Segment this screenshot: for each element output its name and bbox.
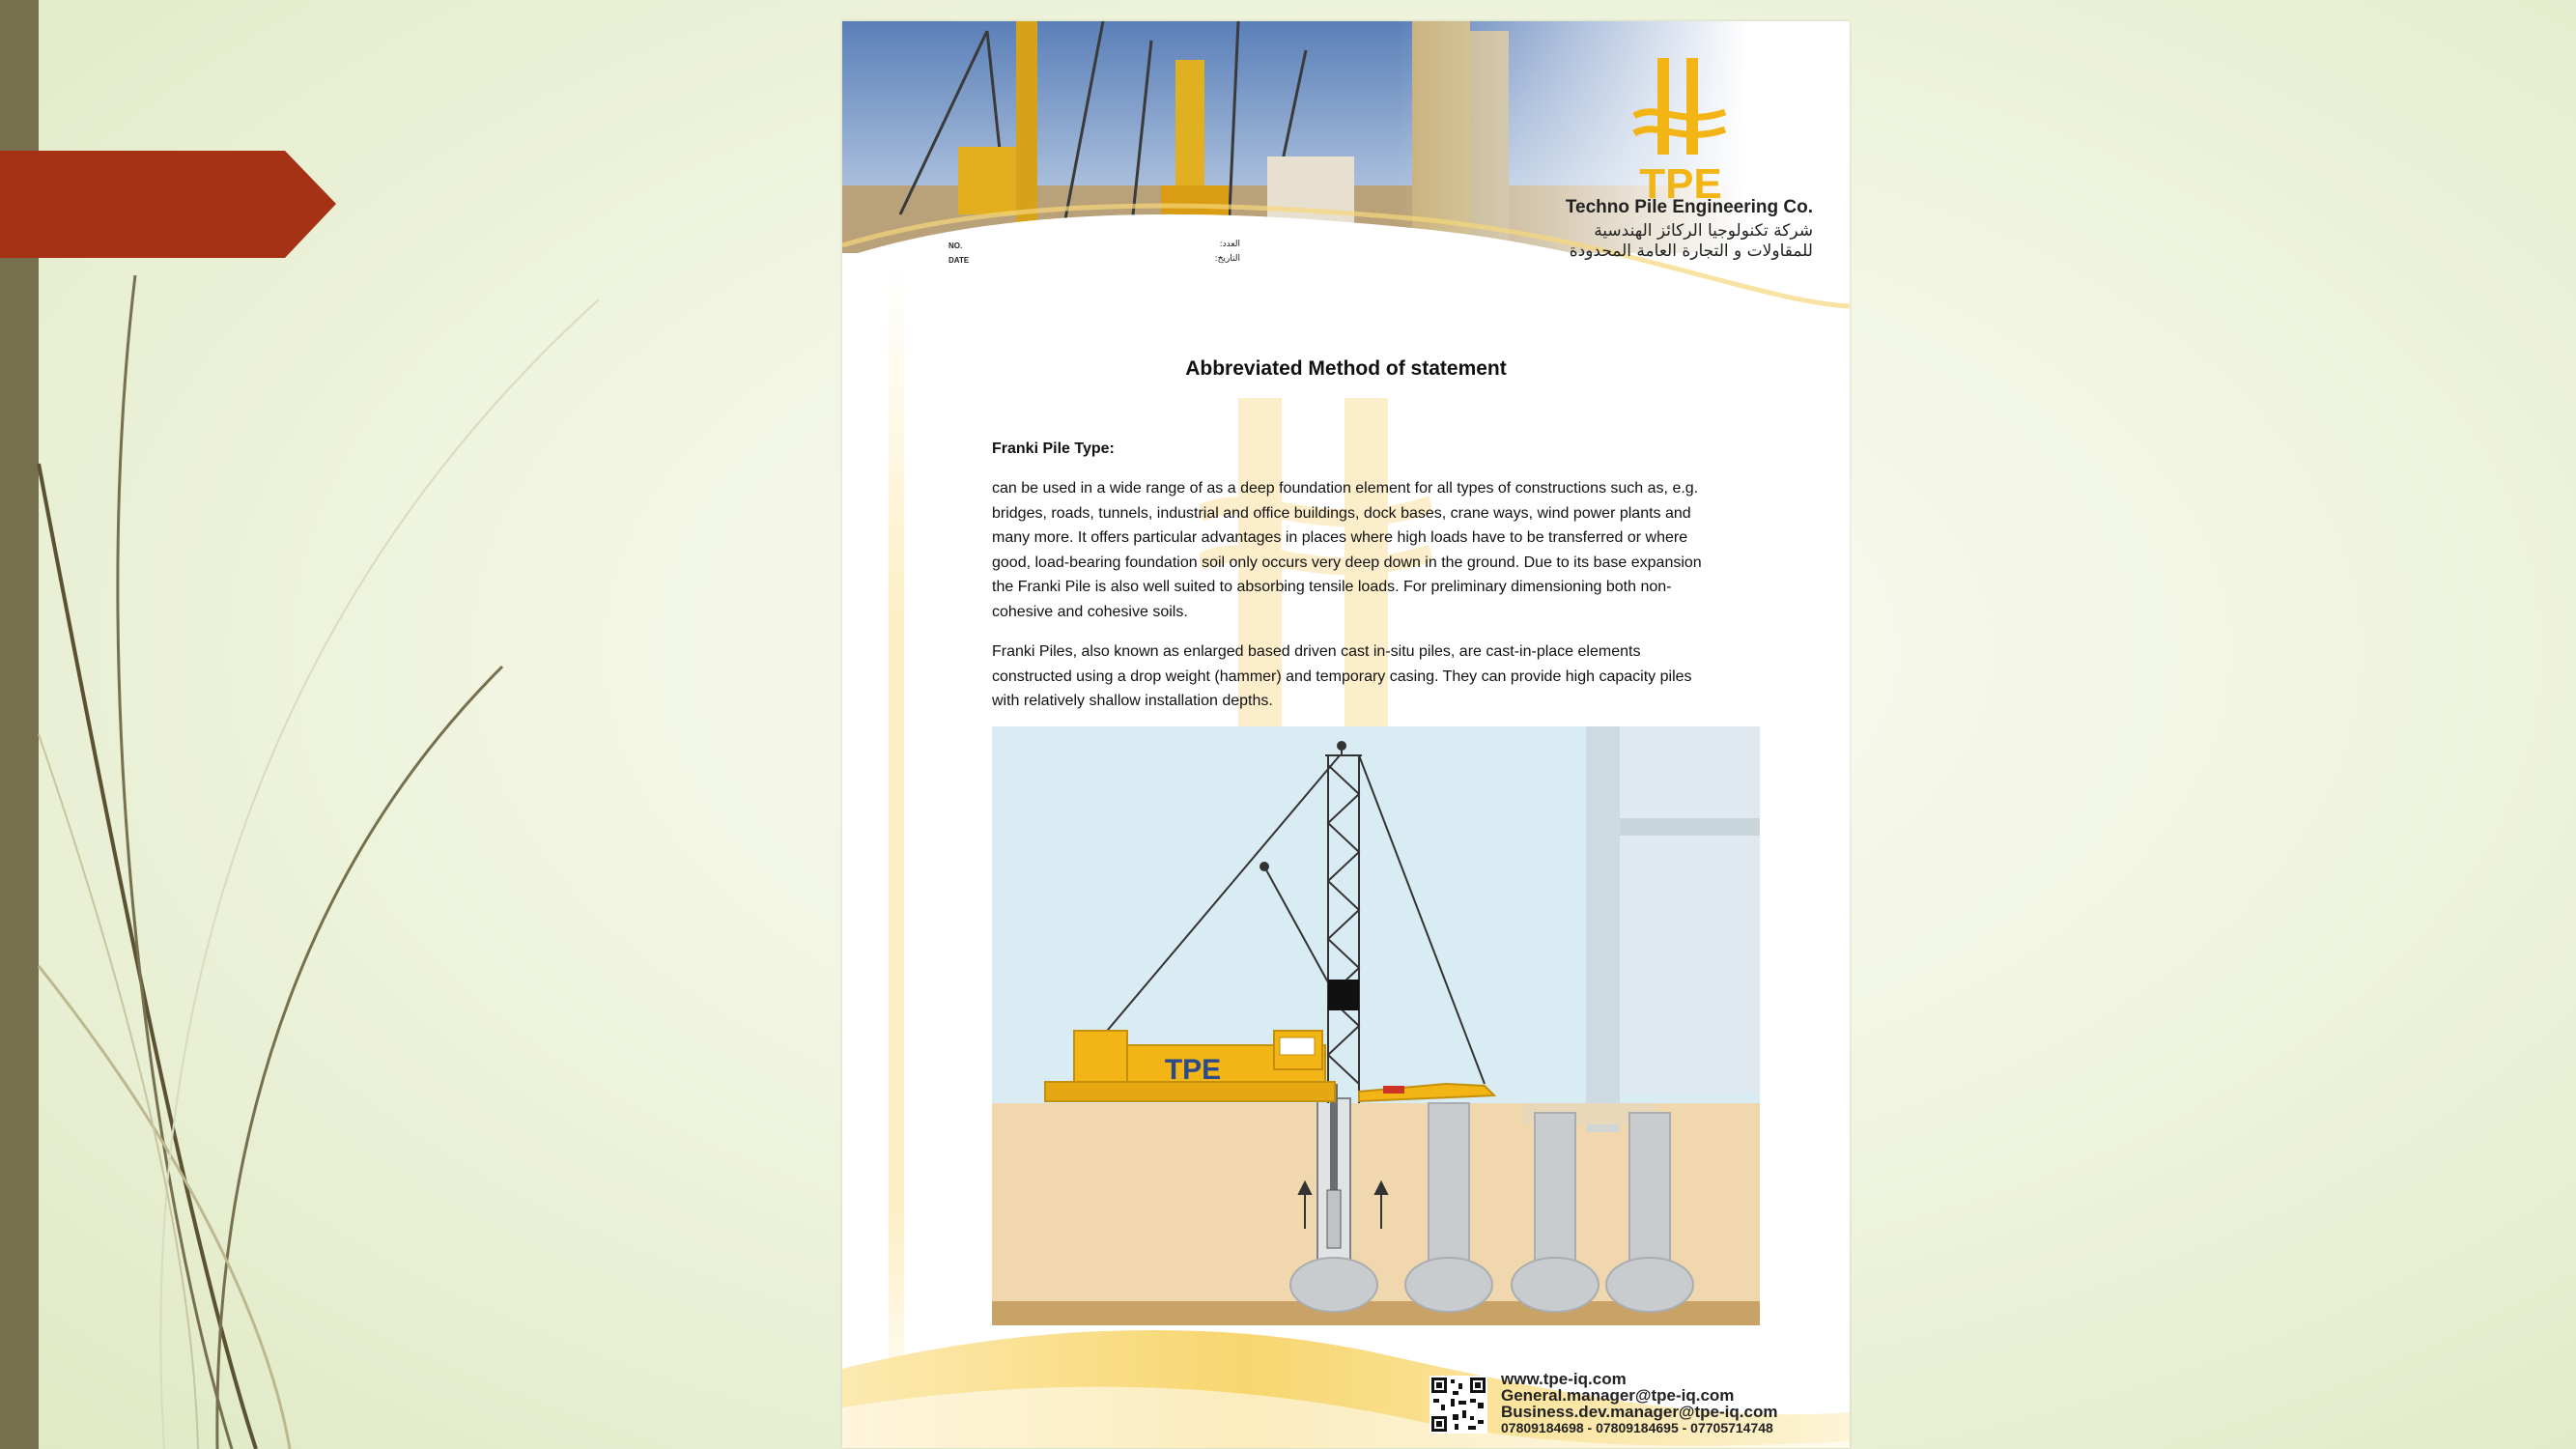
section-heading: Franki Pile Type: (992, 440, 1115, 457)
side-decorative-stripe (889, 263, 904, 1448)
document-page (842, 21, 1850, 1448)
company-name-en: Techno Pile Engineering Co. (1565, 197, 1813, 217)
reference-no-label: NO. (948, 242, 963, 250)
website-link[interactable]: www.tpe-iq.com (1501, 1370, 1627, 1388)
reference-date-label: DATE (948, 256, 970, 265)
phone-numbers: 07809184698 - 07809184695 - 07705714748 (1501, 1420, 1773, 1435)
company-name-ar-line1: شركة تكنولوجيا الركائز الهندسية (1594, 221, 1813, 241)
email-business[interactable]: Business.dev.manager@tpe-iq.com (1501, 1403, 1778, 1421)
paragraph-applications: can be used in a wide range of as a deep foundation element for all types of constructions such as, e.g. bridges, roads, tunnels, industrial and office buildings, dock bases, crane ways, wind power plants and many more. It offers particular advantages in places where high loads have to be transferred or where good, load-bearing foundation soil only occurs very deep down in the ground. Due to its base expansion the Franki Pile is also well suited to absorbing tensile loads. For preliminary dimensioning both non-cohesive and cohesive soils. (992, 480, 1702, 620)
tpe-logo (1613, 39, 1748, 203)
company-name-ar-line2: للمقاولات و التجارة العامة المحدودة (1569, 242, 1813, 261)
crane-label: TPE (1164, 1054, 1222, 1086)
qr-code-icon (1430, 1376, 1487, 1434)
contact-block (1501, 1371, 1777, 1436)
reference-no-label-ar: العدد: (1219, 240, 1240, 249)
franki-pile-diagram (992, 726, 1760, 1325)
slide-decorative-swoosh (0, 0, 676, 1449)
logo-text: TPE (1639, 160, 1722, 203)
paragraph-definition: Franki Piles, also known as enlarged based driven cast in-situ piles, are cast-in-place elements constructed using a drop weight (hammer) and temporary casing. They can provide high capacity piles with relatively shallow installation depths. (992, 643, 1692, 709)
drop-hammer (1328, 980, 1359, 1010)
document-title: Abbreviated Method of statement (1185, 357, 1507, 380)
reference-date-label-ar: التاريخ: (1214, 254, 1240, 264)
email-general[interactable]: General.manager@tpe-iq.com (1501, 1386, 1735, 1405)
completed-piles (1405, 1103, 1693, 1312)
